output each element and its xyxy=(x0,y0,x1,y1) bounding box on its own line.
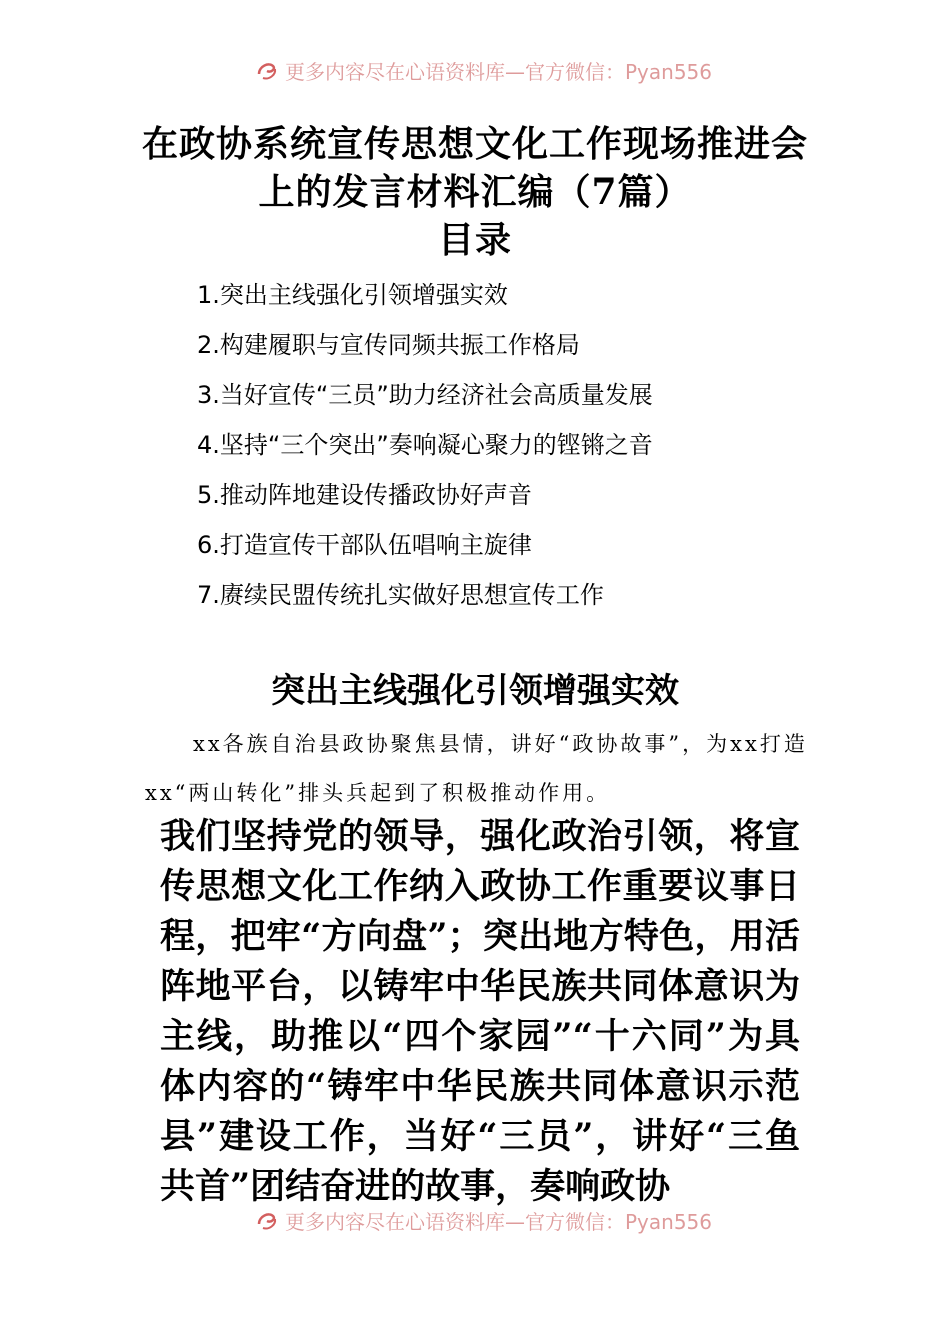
watermark-bottom xyxy=(255,1205,755,1235)
toc-heading: 目录 xyxy=(437,219,512,261)
watermark-text: 更多内容尽在心语资料库—官方微信：Pyan556 xyxy=(285,1209,713,1234)
toc-item: 7.赓续民盟传统扎实做好思想宣传工作 xyxy=(197,581,604,609)
swirl-logo-icon xyxy=(255,1208,279,1232)
table-of-contents xyxy=(197,275,653,625)
section-title: 突出主线强化引领增强实效 xyxy=(271,671,679,711)
document-title-line2: 上的发言材料汇编（7篇） xyxy=(258,171,692,213)
toc-item: 6.打造宣传干部队伍唱响主旋律 xyxy=(197,531,532,559)
toc-item: 1.突出主线强化引领增强实效 xyxy=(197,281,508,309)
toc-item: 4.坚持“三个突出”奏响凝心聚力的铿锵之音 xyxy=(197,431,653,459)
watermark-text: 更多内容尽在心语资料库—官方微信：Pyan556 xyxy=(285,59,713,84)
toc-item: 5.推动阵地建设传播政协好声音 xyxy=(197,481,532,509)
watermark-top xyxy=(255,55,755,85)
document-title-line1: 在政协系统宣传思想文化工作现场推进会 xyxy=(141,123,808,165)
intro-paragraph: xx各族自治县政协聚焦县情，讲好“政协故事”，为xx打造xx“两山转化”排头兵起到了积极推动作用。 xyxy=(145,732,808,805)
toc-item: 2.构建履职与宣传同频共振工作格局 xyxy=(197,331,580,359)
swirl-logo-icon xyxy=(255,58,279,82)
toc-item: 3.当好宣传“三员”助力经济社会高质量发展 xyxy=(197,381,653,409)
body-paragraph: 我们坚持党的领导，强化政治引领，将宣传思想文化工作纳入政协工作重要议事日程，把牢“方向盘”；突出地方特色，用活阵地平台，以铸牢中华民族共同体意识为主线，助推以“四个家园”“十六同”为具体内容的“铸牢中华民族共同体意识示范县”建设工作，当好“三员”，讲好“三鱼共首”团结奋进的故事，奏响政协 xyxy=(160,816,800,1207)
